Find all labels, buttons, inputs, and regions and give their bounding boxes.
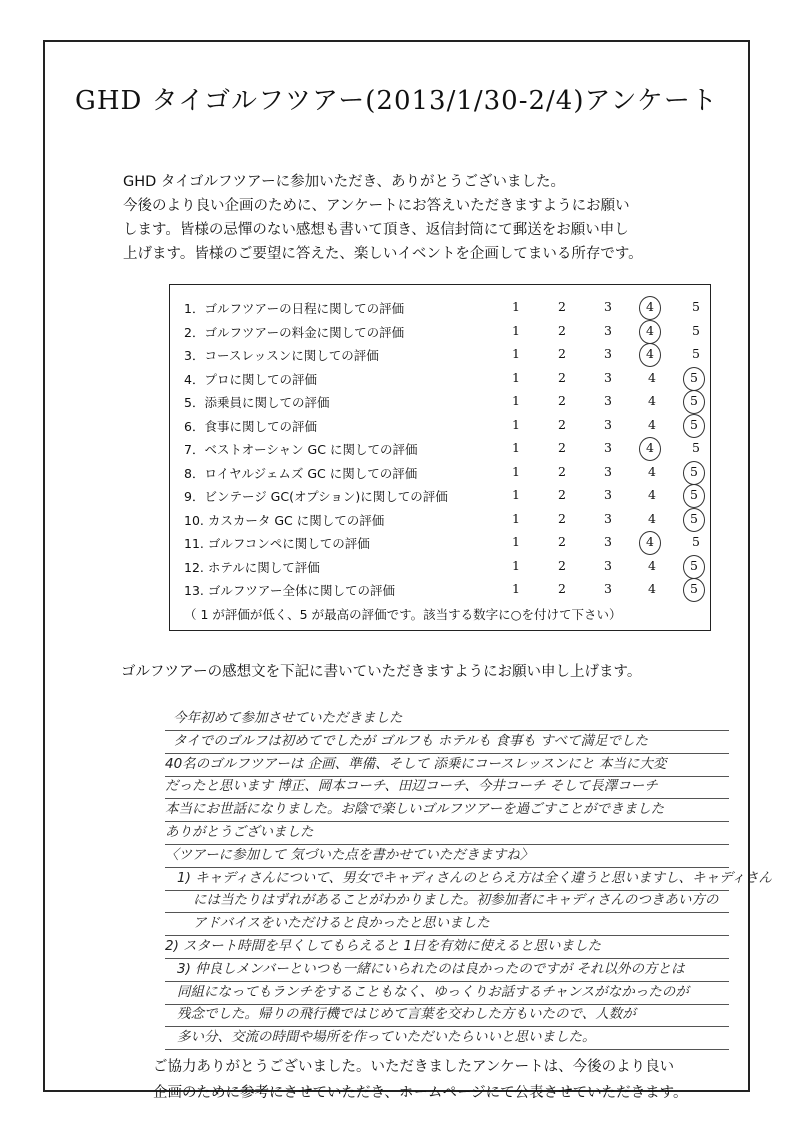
rating-option[interactable]: 2	[558, 440, 566, 455]
handwritten-text: 本当にお世話になりました。お陰で楽しいゴルフツアーを過ごすことができました	[165, 801, 665, 818]
handwritten-text: 〈ツアーに参加して 気づいた点を書かせていただきますね〉	[165, 846, 534, 863]
rating-option[interactable]: 3	[604, 557, 612, 573]
rating-row	[170, 530, 710, 554]
rating-row	[170, 319, 710, 343]
rating-option[interactable]: 2	[558, 510, 566, 526]
rating-option[interactable]: 3	[604, 487, 612, 502]
rating-option[interactable]: 2	[558, 416, 566, 432]
rating-row	[170, 389, 710, 413]
handwritten-text: タイでのゴルフは初めてでしたが ゴルフも ホテルも 食事も すべて満足でした	[173, 732, 648, 749]
comment-line	[165, 1023, 729, 1050]
handwritten-text: 2) スタート時間を早くしてもらえると 1日を有効に使えると思いました	[165, 938, 602, 954]
rating-option[interactable]: 5	[692, 299, 700, 314]
rating-option[interactable]: 5	[692, 346, 700, 361]
rating-option[interactable]: 3	[604, 299, 612, 314]
rating-label: 9．ビンテージ GC(オプション)に関しての評価	[184, 489, 448, 504]
handwritten-text: 今年初めて参加させていただきました	[173, 710, 403, 726]
handwritten-text: 多い分、交流の時間や場所を作っていただいたらいいと思いました。	[177, 1029, 596, 1046]
rating-option-selected[interactable]: 5	[683, 461, 705, 485]
handwritten-text: 40名のゴルフツアーは 企画、準備、そして 添乗にコースレッスンにと 本当に大変	[165, 755, 667, 772]
rating-option-selected[interactable]: 5	[683, 508, 705, 532]
rating-option[interactable]: 2	[558, 322, 566, 338]
rating-label: 10. カスカータ GC に関しての評価	[184, 512, 385, 528]
rating-row	[170, 413, 710, 437]
rating-option-selected[interactable]: 5	[683, 555, 705, 579]
rating-option[interactable]: 3	[604, 369, 612, 385]
rating-label: 11. ゴルフコンペに関しての評価	[184, 536, 370, 551]
rating-label: 3．コースレッスンに関しての評価	[184, 348, 379, 363]
rating-option[interactable]: 5	[692, 440, 700, 455]
page-title: GHD タイゴルフツアー(2013/1/30-2/4)アンケート	[75, 86, 718, 116]
rating-option[interactable]: 1	[512, 440, 520, 455]
rating-option[interactable]: 4	[648, 487, 656, 502]
rating-option[interactable]: 1	[512, 346, 520, 361]
handwritten-text: 同組になってもランチをすることもなく、ゆっくりお話するチャンスがなかったのが	[177, 983, 689, 1000]
rating-option[interactable]: 2	[558, 487, 566, 502]
rating-label: 8．ロイヤルジェムズ GC に関しての評価	[184, 465, 418, 481]
rating-option[interactable]: 2	[558, 557, 566, 573]
survey-form	[43, 40, 772, 1101]
rating-row	[170, 554, 710, 578]
rating-option[interactable]: 5	[692, 322, 700, 338]
intro-line: します。皆様の忌憚のない感想も書いて頂き、返信封筒にて郵送をお願い申し	[123, 222, 629, 238]
rating-option[interactable]: 1	[512, 581, 520, 596]
rating-option[interactable]: 3	[604, 322, 612, 338]
closing-line: 企画のために参考にさせていただき、ホームページにて公表させていただきます。	[153, 1085, 688, 1101]
rating-option[interactable]: 4	[648, 393, 656, 408]
rating-label: 6．食事に関しての評価	[184, 418, 317, 434]
rating-option[interactable]: 3	[604, 416, 612, 432]
rating-row	[170, 366, 710, 390]
rating-option-selected[interactable]: 4	[639, 343, 661, 367]
rating-row	[170, 577, 710, 601]
rating-row	[170, 295, 710, 319]
rating-option[interactable]: 1	[512, 557, 520, 573]
rating-label: 7．ベストオーシャン GC に関しての評価	[184, 442, 418, 457]
rating-option[interactable]: 1	[512, 510, 520, 526]
rating-option[interactable]: 3	[604, 581, 612, 596]
rating-option[interactable]: 2	[558, 369, 566, 385]
handwritten-text: 残念でした。帰りの飛行機ではじめて言葉を交わした方もいたので、人数が	[177, 1006, 636, 1023]
rating-option[interactable]: 2	[558, 299, 566, 314]
rating-option[interactable]: 4	[648, 416, 656, 432]
rating-option[interactable]: 2	[558, 393, 566, 408]
rating-label: 1．ゴルフツアーの日程に関しての評価	[184, 301, 405, 316]
rating-option-selected[interactable]: 4	[639, 437, 661, 461]
rating-row	[170, 483, 710, 507]
rating-option[interactable]: 2	[558, 463, 566, 479]
rating-option-selected[interactable]: 4	[639, 296, 661, 320]
intro-line: 今後のより良い企画のために、アンケートにお答えいただきますようにお願い	[123, 198, 630, 214]
handwritten-text: だったと思います 博正、岡本コーチ、田辺コーチ、今井コーチ そして長澤コーチ	[165, 778, 658, 795]
rating-option-selected[interactable]: 5	[683, 484, 705, 508]
rating-option[interactable]: 3	[604, 393, 612, 408]
rating-option[interactable]: 1	[512, 393, 520, 408]
rating-label: 12. ホテルに関して評価	[184, 559, 320, 575]
rating-option[interactable]: 3	[604, 440, 612, 455]
rating-label: 4．プロに関しての評価	[184, 371, 317, 387]
handwritten-text: アドバイスをいただけると良かったと思いました	[193, 915, 490, 932]
intro-line: 上げます。皆様のご要望に答えた、楽しいイベントを企画してまいる所存です。	[123, 246, 643, 262]
rating-option[interactable]: 3	[604, 510, 612, 526]
rating-row	[170, 507, 710, 531]
rating-option[interactable]: 5	[692, 534, 700, 549]
rating-option[interactable]: 1	[512, 322, 520, 338]
handwritten-text: には当たりはずれがあることがわかりました。初参加者にキャディさんのつきあい方の	[193, 892, 719, 909]
comment-prompt: ゴルフツアーの感想文を下記に書いていただきますようにお願い申し上げます。	[121, 664, 642, 680]
rating-row	[170, 460, 710, 484]
rating-option[interactable]: 1	[512, 299, 520, 314]
rating-option[interactable]: 3	[604, 346, 612, 361]
rating-option-selected[interactable]: 5	[683, 390, 705, 414]
rating-row	[170, 436, 710, 460]
rating-note: （ 1 が評価が低く、5 が最高の評価です。該当する数字に○を付けて下さい）	[184, 607, 622, 622]
rating-option[interactable]: 3	[604, 463, 612, 479]
closing-line: ご協力ありがとうございました。いただきましたアンケートは、今後のより良い	[153, 1059, 675, 1075]
rating-option[interactable]: 4	[648, 369, 656, 385]
intro-line: GHD タイゴルフツアーに参加いただき、ありがとうございました。	[123, 174, 566, 190]
rating-option[interactable]: 4	[648, 463, 656, 479]
rating-option[interactable]: 1	[512, 463, 520, 479]
rating-option[interactable]: 2	[558, 346, 566, 361]
rating-option-selected[interactable]: 4	[639, 320, 661, 344]
rating-option[interactable]: 1	[512, 487, 520, 502]
rating-option[interactable]: 1	[512, 369, 520, 385]
rating-option[interactable]: 4	[648, 557, 656, 573]
rating-option-selected[interactable]: 5	[683, 414, 705, 438]
rating-option[interactable]: 4	[648, 581, 656, 596]
rating-option-selected[interactable]: 5	[683, 578, 705, 602]
rating-label: 2．ゴルフツアーの料金に関しての評価	[184, 324, 405, 340]
intro-text	[123, 170, 743, 266]
closing-text	[153, 1054, 753, 1106]
rating-option[interactable]: 3	[604, 534, 612, 549]
rating-option[interactable]: 2	[558, 534, 566, 549]
rating-option[interactable]: 1	[512, 416, 520, 432]
rating-label: 5．添乗員に関しての評価	[184, 395, 330, 410]
rating-option[interactable]: 4	[648, 510, 656, 526]
handwritten-text: ありがとうございました	[165, 824, 314, 840]
rating-option-selected[interactable]: 5	[683, 367, 705, 391]
rating-option[interactable]: 2	[558, 581, 566, 596]
rating-row	[170, 342, 710, 366]
rating-label: 13. ゴルフツアー全体に関しての評価	[184, 583, 395, 598]
handwritten-text: 1) キャディさんについて、男女でキャディさんのとらえ方は全く違うと思いますし、キャディさん	[177, 869, 772, 886]
rating-table	[169, 284, 711, 631]
rating-option[interactable]: 1	[512, 534, 520, 549]
rating-option-selected[interactable]: 4	[639, 531, 661, 555]
handwritten-text: 3) 仲良しメンバーといつも一緒にいられたのは良かったのですが それ以外の方とは	[177, 960, 685, 977]
